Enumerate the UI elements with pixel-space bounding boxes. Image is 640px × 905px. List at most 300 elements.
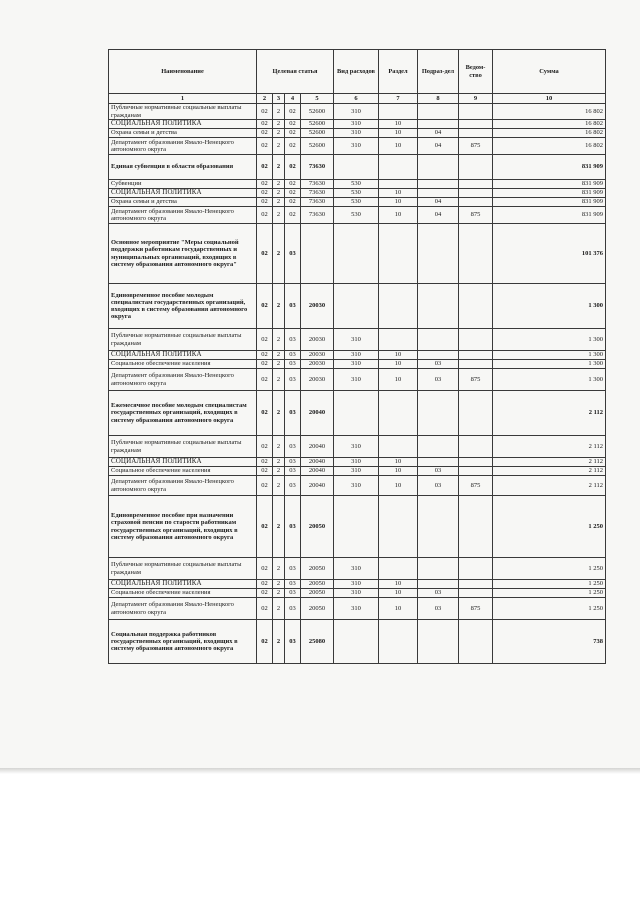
row-code-c5: 530 bbox=[334, 207, 379, 224]
table-row bbox=[109, 436, 606, 458]
row-name: Социальная поддержка работников государственных организаций, входящих в систему образования автономного округа bbox=[109, 620, 257, 664]
row-code-c2: 2 bbox=[273, 129, 285, 138]
row-code-c1: 02 bbox=[257, 476, 273, 496]
row-code-c8 bbox=[459, 284, 493, 329]
row-code-c1: 02 bbox=[257, 369, 273, 391]
table-row bbox=[109, 467, 606, 476]
row-code-c6 bbox=[379, 224, 418, 284]
row-code-c7 bbox=[418, 351, 459, 360]
table-row bbox=[109, 138, 606, 155]
row-code-c1: 02 bbox=[257, 458, 273, 467]
row-code-c8 bbox=[459, 580, 493, 589]
row-name: Публичные нормативные социальные выплаты гражданам bbox=[109, 329, 257, 351]
row-code-c2: 2 bbox=[273, 198, 285, 207]
row-sum: 1 300 bbox=[493, 284, 606, 329]
row-name: Публичные нормативные социальные выплаты гражданам bbox=[109, 104, 257, 120]
row-sum: 16 802 bbox=[493, 120, 606, 129]
row-code-c7: 03 bbox=[418, 476, 459, 496]
row-code-c3: 03 bbox=[285, 351, 301, 360]
row-name: Субвенции bbox=[109, 180, 257, 189]
column-number-row bbox=[109, 94, 606, 104]
table-row bbox=[109, 224, 606, 284]
row-code-c3: 02 bbox=[285, 138, 301, 155]
row-code-c7 bbox=[418, 458, 459, 467]
row-code-c8 bbox=[459, 129, 493, 138]
row-code-c3: 02 bbox=[285, 180, 301, 189]
header-subsection: Подраз-дел bbox=[418, 50, 459, 94]
row-code-c8: 875 bbox=[459, 598, 493, 620]
table-row bbox=[109, 207, 606, 224]
row-code-c4: 20030 bbox=[301, 360, 334, 369]
row-code-c3: 03 bbox=[285, 476, 301, 496]
row-code-c6 bbox=[379, 620, 418, 664]
row-code-c7 bbox=[418, 580, 459, 589]
row-sum: 16 802 bbox=[493, 138, 606, 155]
row-code-c7: 04 bbox=[418, 129, 459, 138]
row-code-c6 bbox=[379, 284, 418, 329]
row-name: Публичные нормативные социальные выплаты гражданам bbox=[109, 436, 257, 458]
row-code-c4: 20040 bbox=[301, 391, 334, 436]
row-code-c6: 10 bbox=[379, 351, 418, 360]
row-code-c8 bbox=[459, 329, 493, 351]
table-row bbox=[109, 369, 606, 391]
table-row bbox=[109, 558, 606, 580]
row-sum: 2 112 bbox=[493, 467, 606, 476]
row-code-c8: 875 bbox=[459, 369, 493, 391]
row-code-c8 bbox=[459, 360, 493, 369]
row-name: Охрана семьи и детства bbox=[109, 198, 257, 207]
row-code-c2: 2 bbox=[273, 580, 285, 589]
table-row bbox=[109, 476, 606, 496]
row-code-c3: 03 bbox=[285, 558, 301, 580]
row-code-c7: 03 bbox=[418, 598, 459, 620]
row-code-c2: 2 bbox=[273, 598, 285, 620]
header-name: Наименование bbox=[109, 50, 257, 94]
row-code-c3: 02 bbox=[285, 198, 301, 207]
row-code-c2: 2 bbox=[273, 496, 285, 558]
header-expense-type: Вид расходов bbox=[334, 50, 379, 94]
row-code-c2: 2 bbox=[273, 207, 285, 224]
row-name: Ежемесячное пособие молодым специалистам государственных организаций, входящих в систему образования автономного округа bbox=[109, 391, 257, 436]
row-code-c2: 2 bbox=[273, 467, 285, 476]
row-code-c3: 02 bbox=[285, 155, 301, 180]
row-sum: 1 300 bbox=[493, 329, 606, 351]
row-code-c3: 03 bbox=[285, 369, 301, 391]
row-name: Департамент образования Ямало-Ненецкого автономного округа bbox=[109, 138, 257, 155]
row-code-c2: 2 bbox=[273, 104, 285, 120]
header-row bbox=[109, 50, 606, 94]
row-code-c8 bbox=[459, 436, 493, 458]
budget-table-wrapper bbox=[108, 49, 606, 664]
row-code-c7 bbox=[418, 284, 459, 329]
row-code-c4: 20050 bbox=[301, 589, 334, 598]
row-code-c4: 20040 bbox=[301, 476, 334, 496]
row-code-c2: 2 bbox=[273, 458, 285, 467]
table-row bbox=[109, 580, 606, 589]
table-row bbox=[109, 155, 606, 180]
col-num: 4 bbox=[285, 94, 301, 104]
row-code-c8: 875 bbox=[459, 138, 493, 155]
row-code-c7 bbox=[418, 224, 459, 284]
row-code-c3: 03 bbox=[285, 458, 301, 467]
row-code-c4: 20030 bbox=[301, 284, 334, 329]
row-name: СОЦИАЛЬНАЯ ПОЛИТИКА bbox=[109, 580, 257, 589]
row-code-c5: 310 bbox=[334, 329, 379, 351]
row-code-c2: 2 bbox=[273, 224, 285, 284]
row-code-c5: 530 bbox=[334, 198, 379, 207]
row-code-c8 bbox=[459, 180, 493, 189]
row-sum: 831 909 bbox=[493, 189, 606, 198]
row-code-c3: 02 bbox=[285, 129, 301, 138]
table-row bbox=[109, 104, 606, 120]
row-sum: 2 112 bbox=[493, 436, 606, 458]
row-code-c5: 310 bbox=[334, 589, 379, 598]
col-num: 7 bbox=[379, 94, 418, 104]
row-code-c3: 03 bbox=[285, 589, 301, 598]
row-code-c1: 02 bbox=[257, 104, 273, 120]
row-code-c4: 73630 bbox=[301, 198, 334, 207]
row-code-c1: 02 bbox=[257, 224, 273, 284]
row-code-c6: 10 bbox=[379, 369, 418, 391]
row-code-c2: 2 bbox=[273, 589, 285, 598]
col-num: 3 bbox=[273, 94, 285, 104]
row-code-c1: 02 bbox=[257, 120, 273, 129]
row-name: Социальное обеспечение населения bbox=[109, 589, 257, 598]
row-code-c8 bbox=[459, 120, 493, 129]
row-code-c4: 73630 bbox=[301, 207, 334, 224]
col-num: 5 bbox=[301, 94, 334, 104]
row-sum: 1 300 bbox=[493, 360, 606, 369]
row-code-c5 bbox=[334, 284, 379, 329]
row-code-c5: 310 bbox=[334, 436, 379, 458]
row-code-c5: 310 bbox=[334, 598, 379, 620]
row-code-c4: 20050 bbox=[301, 558, 334, 580]
row-code-c6: 10 bbox=[379, 580, 418, 589]
row-code-c8 bbox=[459, 189, 493, 198]
row-code-c2: 2 bbox=[273, 155, 285, 180]
row-sum: 831 909 bbox=[493, 155, 606, 180]
row-code-c6 bbox=[379, 436, 418, 458]
row-name: СОЦИАЛЬНАЯ ПОЛИТИКА bbox=[109, 120, 257, 129]
row-code-c7 bbox=[418, 496, 459, 558]
row-code-c5: 310 bbox=[334, 120, 379, 129]
row-code-c1: 02 bbox=[257, 620, 273, 664]
row-code-c3: 03 bbox=[285, 496, 301, 558]
row-code-c6: 10 bbox=[379, 189, 418, 198]
row-name: СОЦИАЛЬНАЯ ПОЛИТИКА bbox=[109, 458, 257, 467]
row-code-c4: 20030 bbox=[301, 329, 334, 351]
row-sum: 101 376 bbox=[493, 224, 606, 284]
row-code-c1: 02 bbox=[257, 351, 273, 360]
row-code-c7: 03 bbox=[418, 467, 459, 476]
row-code-c8 bbox=[459, 620, 493, 664]
row-code-c5: 310 bbox=[334, 104, 379, 120]
row-code-c8: 875 bbox=[459, 207, 493, 224]
row-code-c3: 03 bbox=[285, 580, 301, 589]
row-code-c8 bbox=[459, 391, 493, 436]
col-num: 9 bbox=[459, 94, 493, 104]
row-code-c1: 02 bbox=[257, 558, 273, 580]
row-sum: 831 909 bbox=[493, 207, 606, 224]
row-name: СОЦИАЛЬНАЯ ПОЛИТИКА bbox=[109, 351, 257, 360]
row-code-c3: 02 bbox=[285, 207, 301, 224]
header-department: Ведом-ство bbox=[459, 50, 493, 94]
row-code-c5: 310 bbox=[334, 476, 379, 496]
row-name: Единая субвенция в области образования bbox=[109, 155, 257, 180]
row-name: Департамент образования Ямало-Ненецкого автономного округа bbox=[109, 598, 257, 620]
row-code-c5 bbox=[334, 155, 379, 180]
table-row bbox=[109, 198, 606, 207]
row-name: Единовременное пособие при назначении страховой пенсии по старости работникам государственных организаций, входящих в систему образования автономного округа bbox=[109, 496, 257, 558]
row-code-c6: 10 bbox=[379, 207, 418, 224]
row-code-c2: 2 bbox=[273, 120, 285, 129]
row-code-c1: 02 bbox=[257, 496, 273, 558]
row-sum: 1 300 bbox=[493, 369, 606, 391]
row-code-c4: 52600 bbox=[301, 120, 334, 129]
row-code-c6 bbox=[379, 391, 418, 436]
col-num: 2 bbox=[257, 94, 273, 104]
row-code-c6: 10 bbox=[379, 129, 418, 138]
row-code-c4 bbox=[301, 224, 334, 284]
row-code-c4: 20040 bbox=[301, 458, 334, 467]
row-code-c4: 52600 bbox=[301, 138, 334, 155]
row-code-c3: 03 bbox=[285, 360, 301, 369]
table-row bbox=[109, 458, 606, 467]
row-name: Департамент образования Ямало-Ненецкого автономного округа bbox=[109, 476, 257, 496]
row-code-c7 bbox=[418, 180, 459, 189]
row-code-c1: 02 bbox=[257, 198, 273, 207]
table-row bbox=[109, 620, 606, 664]
row-code-c2: 2 bbox=[273, 360, 285, 369]
row-sum: 1 250 bbox=[493, 558, 606, 580]
row-code-c3: 02 bbox=[285, 120, 301, 129]
row-code-c6: 10 bbox=[379, 360, 418, 369]
row-sum: 1 250 bbox=[493, 598, 606, 620]
row-code-c1: 02 bbox=[257, 598, 273, 620]
row-code-c3: 02 bbox=[285, 104, 301, 120]
row-name: Социальное обеспечение населения bbox=[109, 467, 257, 476]
table-row bbox=[109, 329, 606, 351]
row-code-c6: 10 bbox=[379, 198, 418, 207]
row-code-c6: 10 bbox=[379, 467, 418, 476]
row-code-c1: 02 bbox=[257, 138, 273, 155]
row-code-c7: 03 bbox=[418, 360, 459, 369]
row-sum: 738 bbox=[493, 620, 606, 664]
row-code-c7 bbox=[418, 391, 459, 436]
row-name: Охрана семьи и детства bbox=[109, 129, 257, 138]
row-code-c7 bbox=[418, 620, 459, 664]
row-code-c4: 73630 bbox=[301, 189, 334, 198]
row-code-c2: 2 bbox=[273, 620, 285, 664]
row-code-c1: 02 bbox=[257, 436, 273, 458]
table-row bbox=[109, 189, 606, 198]
row-code-c7: 04 bbox=[418, 198, 459, 207]
row-code-c4: 73630 bbox=[301, 155, 334, 180]
row-code-c1: 02 bbox=[257, 391, 273, 436]
row-code-c5 bbox=[334, 224, 379, 284]
row-code-c7 bbox=[418, 189, 459, 198]
row-code-c1: 02 bbox=[257, 207, 273, 224]
row-code-c1: 02 bbox=[257, 129, 273, 138]
row-code-c7 bbox=[418, 558, 459, 580]
row-code-c1: 02 bbox=[257, 189, 273, 198]
row-code-c4: 73630 bbox=[301, 180, 334, 189]
row-code-c3: 03 bbox=[285, 391, 301, 436]
row-code-c4: 20050 bbox=[301, 496, 334, 558]
row-sum: 1 250 bbox=[493, 589, 606, 598]
row-code-c3: 03 bbox=[285, 284, 301, 329]
table-row bbox=[109, 589, 606, 598]
row-code-c6: 10 bbox=[379, 138, 418, 155]
row-code-c6 bbox=[379, 496, 418, 558]
row-code-c8 bbox=[459, 558, 493, 580]
row-code-c7 bbox=[418, 155, 459, 180]
row-code-c4: 20050 bbox=[301, 580, 334, 589]
row-code-c8 bbox=[459, 104, 493, 120]
row-name: Департамент образования Ямало-Ненецкого автономного округа bbox=[109, 369, 257, 391]
row-code-c7 bbox=[418, 120, 459, 129]
row-code-c5: 530 bbox=[334, 180, 379, 189]
row-code-c7: 04 bbox=[418, 138, 459, 155]
row-code-c8 bbox=[459, 224, 493, 284]
row-code-c2: 2 bbox=[273, 189, 285, 198]
row-code-c6: 10 bbox=[379, 589, 418, 598]
row-code-c5: 310 bbox=[334, 558, 379, 580]
scan-bottom-edge bbox=[0, 768, 640, 774]
row-code-c4: 20040 bbox=[301, 467, 334, 476]
row-code-c3: 02 bbox=[285, 189, 301, 198]
table-row bbox=[109, 496, 606, 558]
row-code-c5 bbox=[334, 496, 379, 558]
row-code-c5: 310 bbox=[334, 360, 379, 369]
row-sum: 2 112 bbox=[493, 476, 606, 496]
row-sum: 1 250 bbox=[493, 580, 606, 589]
col-num: 10 bbox=[493, 94, 606, 104]
row-code-c3: 03 bbox=[285, 598, 301, 620]
row-code-c2: 2 bbox=[273, 558, 285, 580]
row-code-c3: 03 bbox=[285, 467, 301, 476]
row-code-c3: 03 bbox=[285, 224, 301, 284]
row-code-c6: 10 bbox=[379, 598, 418, 620]
table-row bbox=[109, 391, 606, 436]
row-code-c8 bbox=[459, 467, 493, 476]
row-code-c5 bbox=[334, 620, 379, 664]
row-code-c7: 03 bbox=[418, 589, 459, 598]
row-code-c2: 2 bbox=[273, 351, 285, 360]
table-row bbox=[109, 284, 606, 329]
row-code-c1: 02 bbox=[257, 329, 273, 351]
row-code-c7 bbox=[418, 329, 459, 351]
row-code-c6 bbox=[379, 104, 418, 120]
row-sum: 16 802 bbox=[493, 104, 606, 120]
row-code-c8: 875 bbox=[459, 476, 493, 496]
row-code-c1: 02 bbox=[257, 580, 273, 589]
table-row bbox=[109, 129, 606, 138]
row-code-c3: 03 bbox=[285, 436, 301, 458]
row-code-c1: 02 bbox=[257, 589, 273, 598]
row-code-c8 bbox=[459, 496, 493, 558]
row-code-c1: 02 bbox=[257, 284, 273, 329]
table-row bbox=[109, 360, 606, 369]
table-row bbox=[109, 180, 606, 189]
row-code-c5: 310 bbox=[334, 129, 379, 138]
row-code-c4: 20030 bbox=[301, 369, 334, 391]
row-code-c4: 25080 bbox=[301, 620, 334, 664]
table-row bbox=[109, 120, 606, 129]
row-code-c2: 2 bbox=[273, 180, 285, 189]
row-code-c2: 2 bbox=[273, 369, 285, 391]
row-code-c5: 310 bbox=[334, 458, 379, 467]
col-num: 8 bbox=[418, 94, 459, 104]
row-code-c5: 530 bbox=[334, 189, 379, 198]
row-code-c8 bbox=[459, 155, 493, 180]
row-code-c1: 02 bbox=[257, 467, 273, 476]
row-code-c2: 2 bbox=[273, 476, 285, 496]
row-code-c3: 03 bbox=[285, 329, 301, 351]
row-code-c1: 02 bbox=[257, 360, 273, 369]
table-row bbox=[109, 598, 606, 620]
header-target: Целевая статья bbox=[257, 50, 334, 94]
row-code-c8 bbox=[459, 198, 493, 207]
row-code-c7 bbox=[418, 436, 459, 458]
row-code-c2: 2 bbox=[273, 138, 285, 155]
row-code-c8 bbox=[459, 351, 493, 360]
row-code-c5: 310 bbox=[334, 351, 379, 360]
row-code-c5: 310 bbox=[334, 467, 379, 476]
row-code-c4: 20040 bbox=[301, 436, 334, 458]
header-section: Раздел bbox=[379, 50, 418, 94]
col-num: 6 bbox=[334, 94, 379, 104]
row-code-c5: 310 bbox=[334, 580, 379, 589]
row-name: Департамент образования Ямало-Ненецкого автономного округа bbox=[109, 207, 257, 224]
row-sum: 16 802 bbox=[493, 129, 606, 138]
row-code-c3: 03 bbox=[285, 620, 301, 664]
budget-table bbox=[108, 49, 606, 664]
row-name: Публичные нормативные социальные выплаты гражданам bbox=[109, 558, 257, 580]
row-sum: 831 909 bbox=[493, 180, 606, 189]
row-code-c5 bbox=[334, 391, 379, 436]
row-code-c2: 2 bbox=[273, 284, 285, 329]
row-name: Основное мероприятие "Меры социальной поддержки работникам государственных и муниципальных организаций, входящих в систему образования автономного округа" bbox=[109, 224, 257, 284]
col-num: 1 bbox=[109, 94, 257, 104]
row-code-c6 bbox=[379, 558, 418, 580]
row-code-c7 bbox=[418, 104, 459, 120]
row-code-c6: 10 bbox=[379, 458, 418, 467]
header-sum: Сумма bbox=[493, 50, 606, 94]
row-code-c5: 310 bbox=[334, 138, 379, 155]
row-code-c8 bbox=[459, 589, 493, 598]
row-code-c6: 10 bbox=[379, 120, 418, 129]
row-name: Социальное обеспечение населения bbox=[109, 360, 257, 369]
row-sum: 1 250 bbox=[493, 496, 606, 558]
row-sum: 831 909 bbox=[493, 198, 606, 207]
row-code-c4: 52600 bbox=[301, 129, 334, 138]
row-code-c6: 10 bbox=[379, 476, 418, 496]
row-sum: 1 300 bbox=[493, 351, 606, 360]
table-row bbox=[109, 351, 606, 360]
row-code-c1: 02 bbox=[257, 155, 273, 180]
row-code-c2: 2 bbox=[273, 391, 285, 436]
row-code-c7: 03 bbox=[418, 369, 459, 391]
row-code-c5: 310 bbox=[334, 369, 379, 391]
row-code-c6 bbox=[379, 155, 418, 180]
row-code-c7: 04 bbox=[418, 207, 459, 224]
row-name: Единовременное пособие молодым специалистам государственных организаций, входящих в систему образования автономного округа bbox=[109, 284, 257, 329]
row-code-c4: 20030 bbox=[301, 351, 334, 360]
row-code-c8 bbox=[459, 458, 493, 467]
row-code-c4: 52600 bbox=[301, 104, 334, 120]
row-code-c2: 2 bbox=[273, 329, 285, 351]
